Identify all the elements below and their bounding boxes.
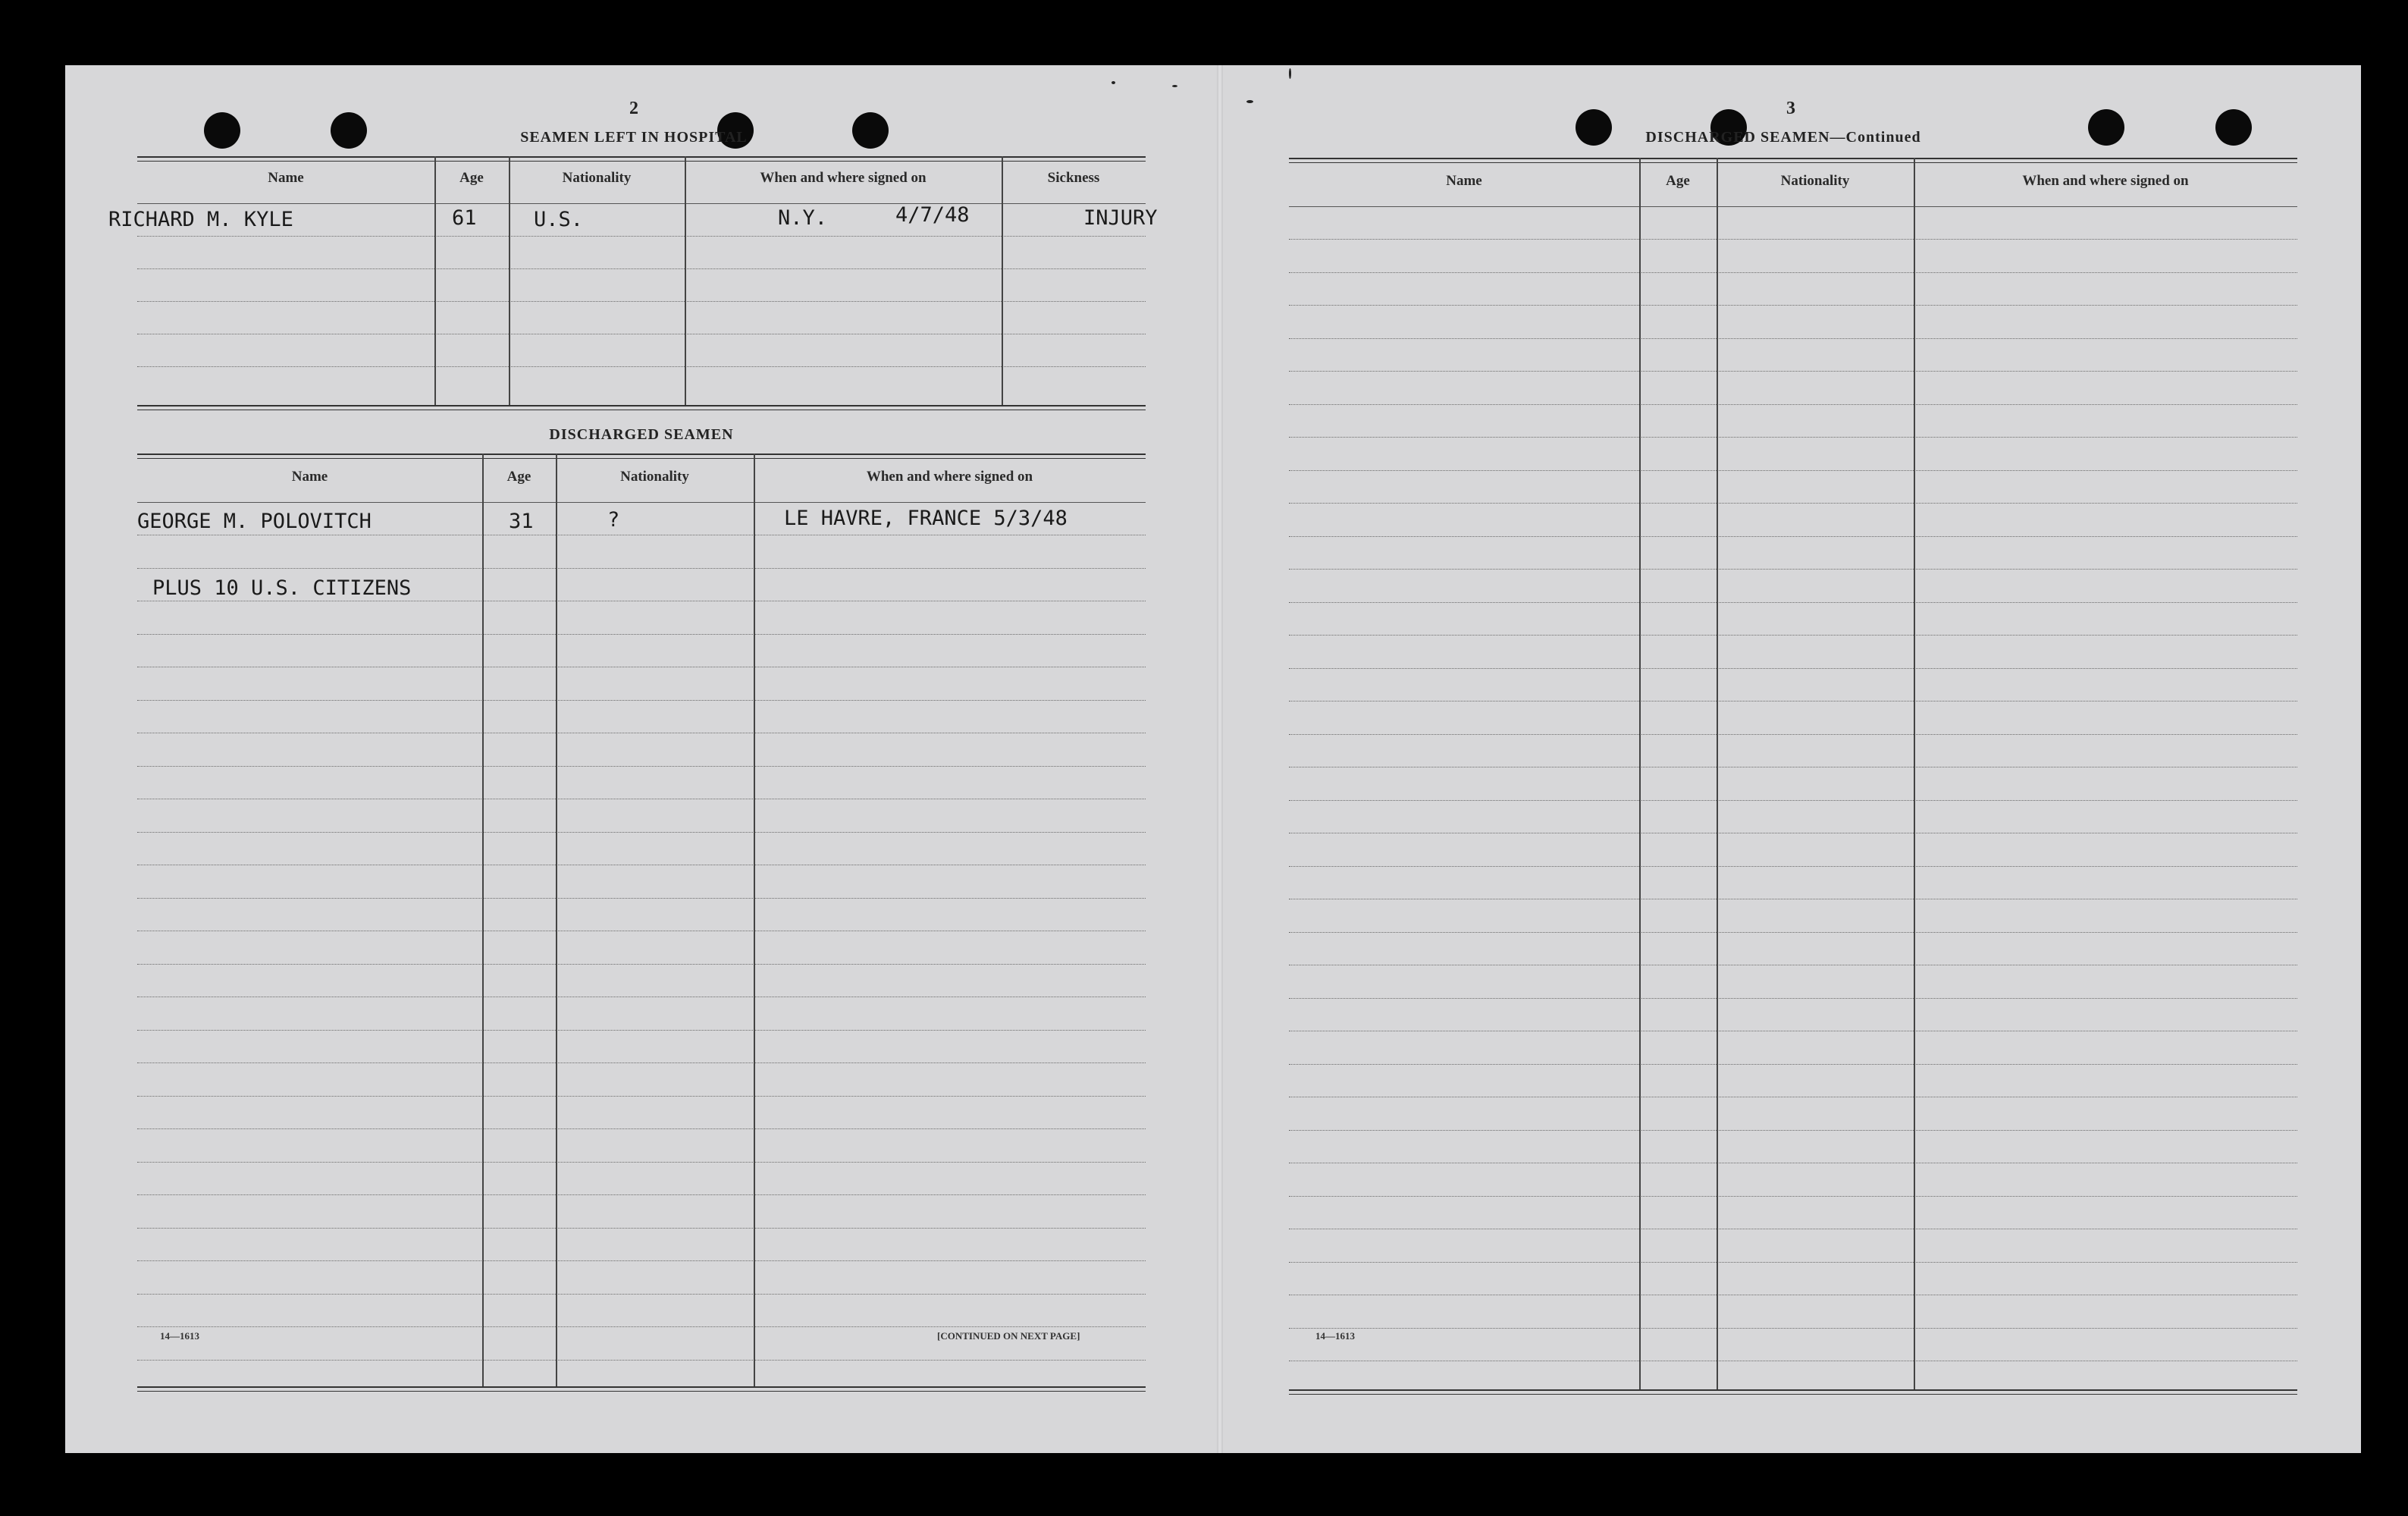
hospital-where-cell: N.Y. (778, 206, 828, 230)
page-number: 3 (1786, 99, 1795, 118)
blank-ruled-line (137, 1128, 1146, 1129)
blank-ruled-line (137, 1194, 1146, 1195)
discharged-when-where-cell: LE HAVRE, FRANCE 5/3/48 (784, 507, 1068, 530)
blank-ruled-line (137, 1260, 1146, 1261)
blank-ruled-line (1289, 272, 2297, 273)
punch-hole (852, 112, 889, 149)
blank-ruled-line (137, 1062, 1146, 1063)
punch-hole (204, 112, 240, 149)
discharged-table (137, 454, 1146, 1394)
hospital-age-cell: 61 (452, 206, 477, 230)
scan-speck (1112, 81, 1115, 84)
blank-ruled-line (1289, 305, 2297, 306)
col-header-when-where: When and where signed on (866, 469, 1033, 485)
continued-note: [CONTINUED ON NEXT PAGE] (937, 1330, 1080, 1342)
blank-ruled-line (1289, 932, 2297, 933)
col-header-nationality: Nationality (1780, 173, 1850, 189)
right-page (1222, 65, 2361, 1453)
blank-ruled-line (1289, 1262, 2297, 1263)
blank-ruled-line (1289, 734, 2297, 735)
blank-ruled-line (137, 1030, 1146, 1031)
blank-ruled-line (137, 634, 1146, 635)
blank-ruled-line (137, 1360, 1146, 1361)
blank-ruled-line (1289, 998, 2297, 999)
blank-ruled-line (1289, 569, 2297, 570)
blank-ruled-line (1289, 470, 2297, 471)
blank-ruled-line (1289, 404, 2297, 405)
blank-ruled-line (137, 964, 1146, 965)
col-header-name: Name (1446, 173, 1482, 189)
col-header-age: Age (459, 170, 484, 186)
blank-ruled-line (1289, 866, 2297, 867)
left-page (65, 65, 1218, 1453)
hospital-section-title: SEAMEN LEFT IN HOSPITAL (520, 129, 748, 146)
blank-ruled-line (1289, 536, 2297, 537)
blank-ruled-line (1289, 239, 2297, 240)
blank-ruled-line (137, 1228, 1146, 1229)
blank-ruled-line (1289, 1196, 2297, 1197)
blank-ruled-line (1289, 371, 2297, 372)
scan-speck (1289, 68, 1291, 79)
col-header-name: Name (291, 469, 328, 485)
col-header-sickness: Sickness (1047, 170, 1100, 186)
col-header-name: Name (268, 170, 304, 186)
blank-ruled-line (1289, 1064, 2297, 1065)
continued-section-title: DISCHARGED SEAMEN—Continued (1645, 129, 1921, 146)
blank-ruled-line (137, 1162, 1146, 1163)
form-number: 14—1613 (1315, 1330, 1355, 1342)
blank-ruled-line (137, 1326, 1146, 1327)
blank-ruled-line (137, 832, 1146, 833)
punch-hole (2215, 109, 2252, 146)
blank-ruled-line (137, 1294, 1146, 1295)
col-header-when-where: When and where signed on (2022, 173, 2189, 189)
blank-ruled-line (1289, 338, 2297, 339)
blank-ruled-line (1289, 437, 2297, 438)
blank-ruled-line (1289, 1328, 2297, 1329)
blank-ruled-line (1289, 800, 2297, 801)
col-header-when-where: When and where signed on (760, 170, 927, 186)
hospital-nationality-cell: U.S. (534, 208, 584, 231)
blank-ruled-line (1289, 635, 2297, 636)
col-header-nationality: Nationality (620, 469, 689, 485)
discharged-note-cell: PLUS 10 U.S. CITIZENS (152, 576, 412, 600)
blank-ruled-line (137, 1096, 1146, 1097)
blank-ruled-line (1289, 668, 2297, 669)
col-header-age: Age (506, 469, 531, 485)
discharged-nationality-cell: ? (607, 508, 620, 532)
blank-ruled-line (137, 766, 1146, 767)
discharged-age-cell: 31 (509, 510, 534, 533)
discharged-section-title: DISCHARGED SEAMEN (549, 426, 734, 443)
continued-table (1289, 158, 2297, 1401)
punch-hole (331, 112, 367, 149)
blank-ruled-line (1289, 701, 2297, 702)
form-number: 14—1613 (160, 1330, 199, 1342)
blank-ruled-line (1289, 503, 2297, 504)
punch-hole (2088, 109, 2124, 146)
hospital-when-cell: 4/7/48 (895, 203, 970, 227)
hospital-name-cell: RICHARD M. KYLE (108, 208, 293, 231)
blank-ruled-line (137, 898, 1146, 899)
hospital-sickness-cell: INJURY (1083, 206, 1158, 230)
blank-ruled-line (137, 568, 1146, 569)
page-number: 2 (629, 99, 638, 118)
scan-speck (1172, 85, 1177, 87)
blank-ruled-line (137, 700, 1146, 701)
discharged-name-cell: GEORGE M. POLOVITCH (137, 510, 372, 533)
blank-ruled-line (1289, 1130, 2297, 1131)
scan-speck (1246, 100, 1253, 103)
col-header-age: Age (1666, 173, 1690, 189)
blank-ruled-line (1289, 602, 2297, 603)
col-header-nationality: Nationality (562, 170, 632, 186)
